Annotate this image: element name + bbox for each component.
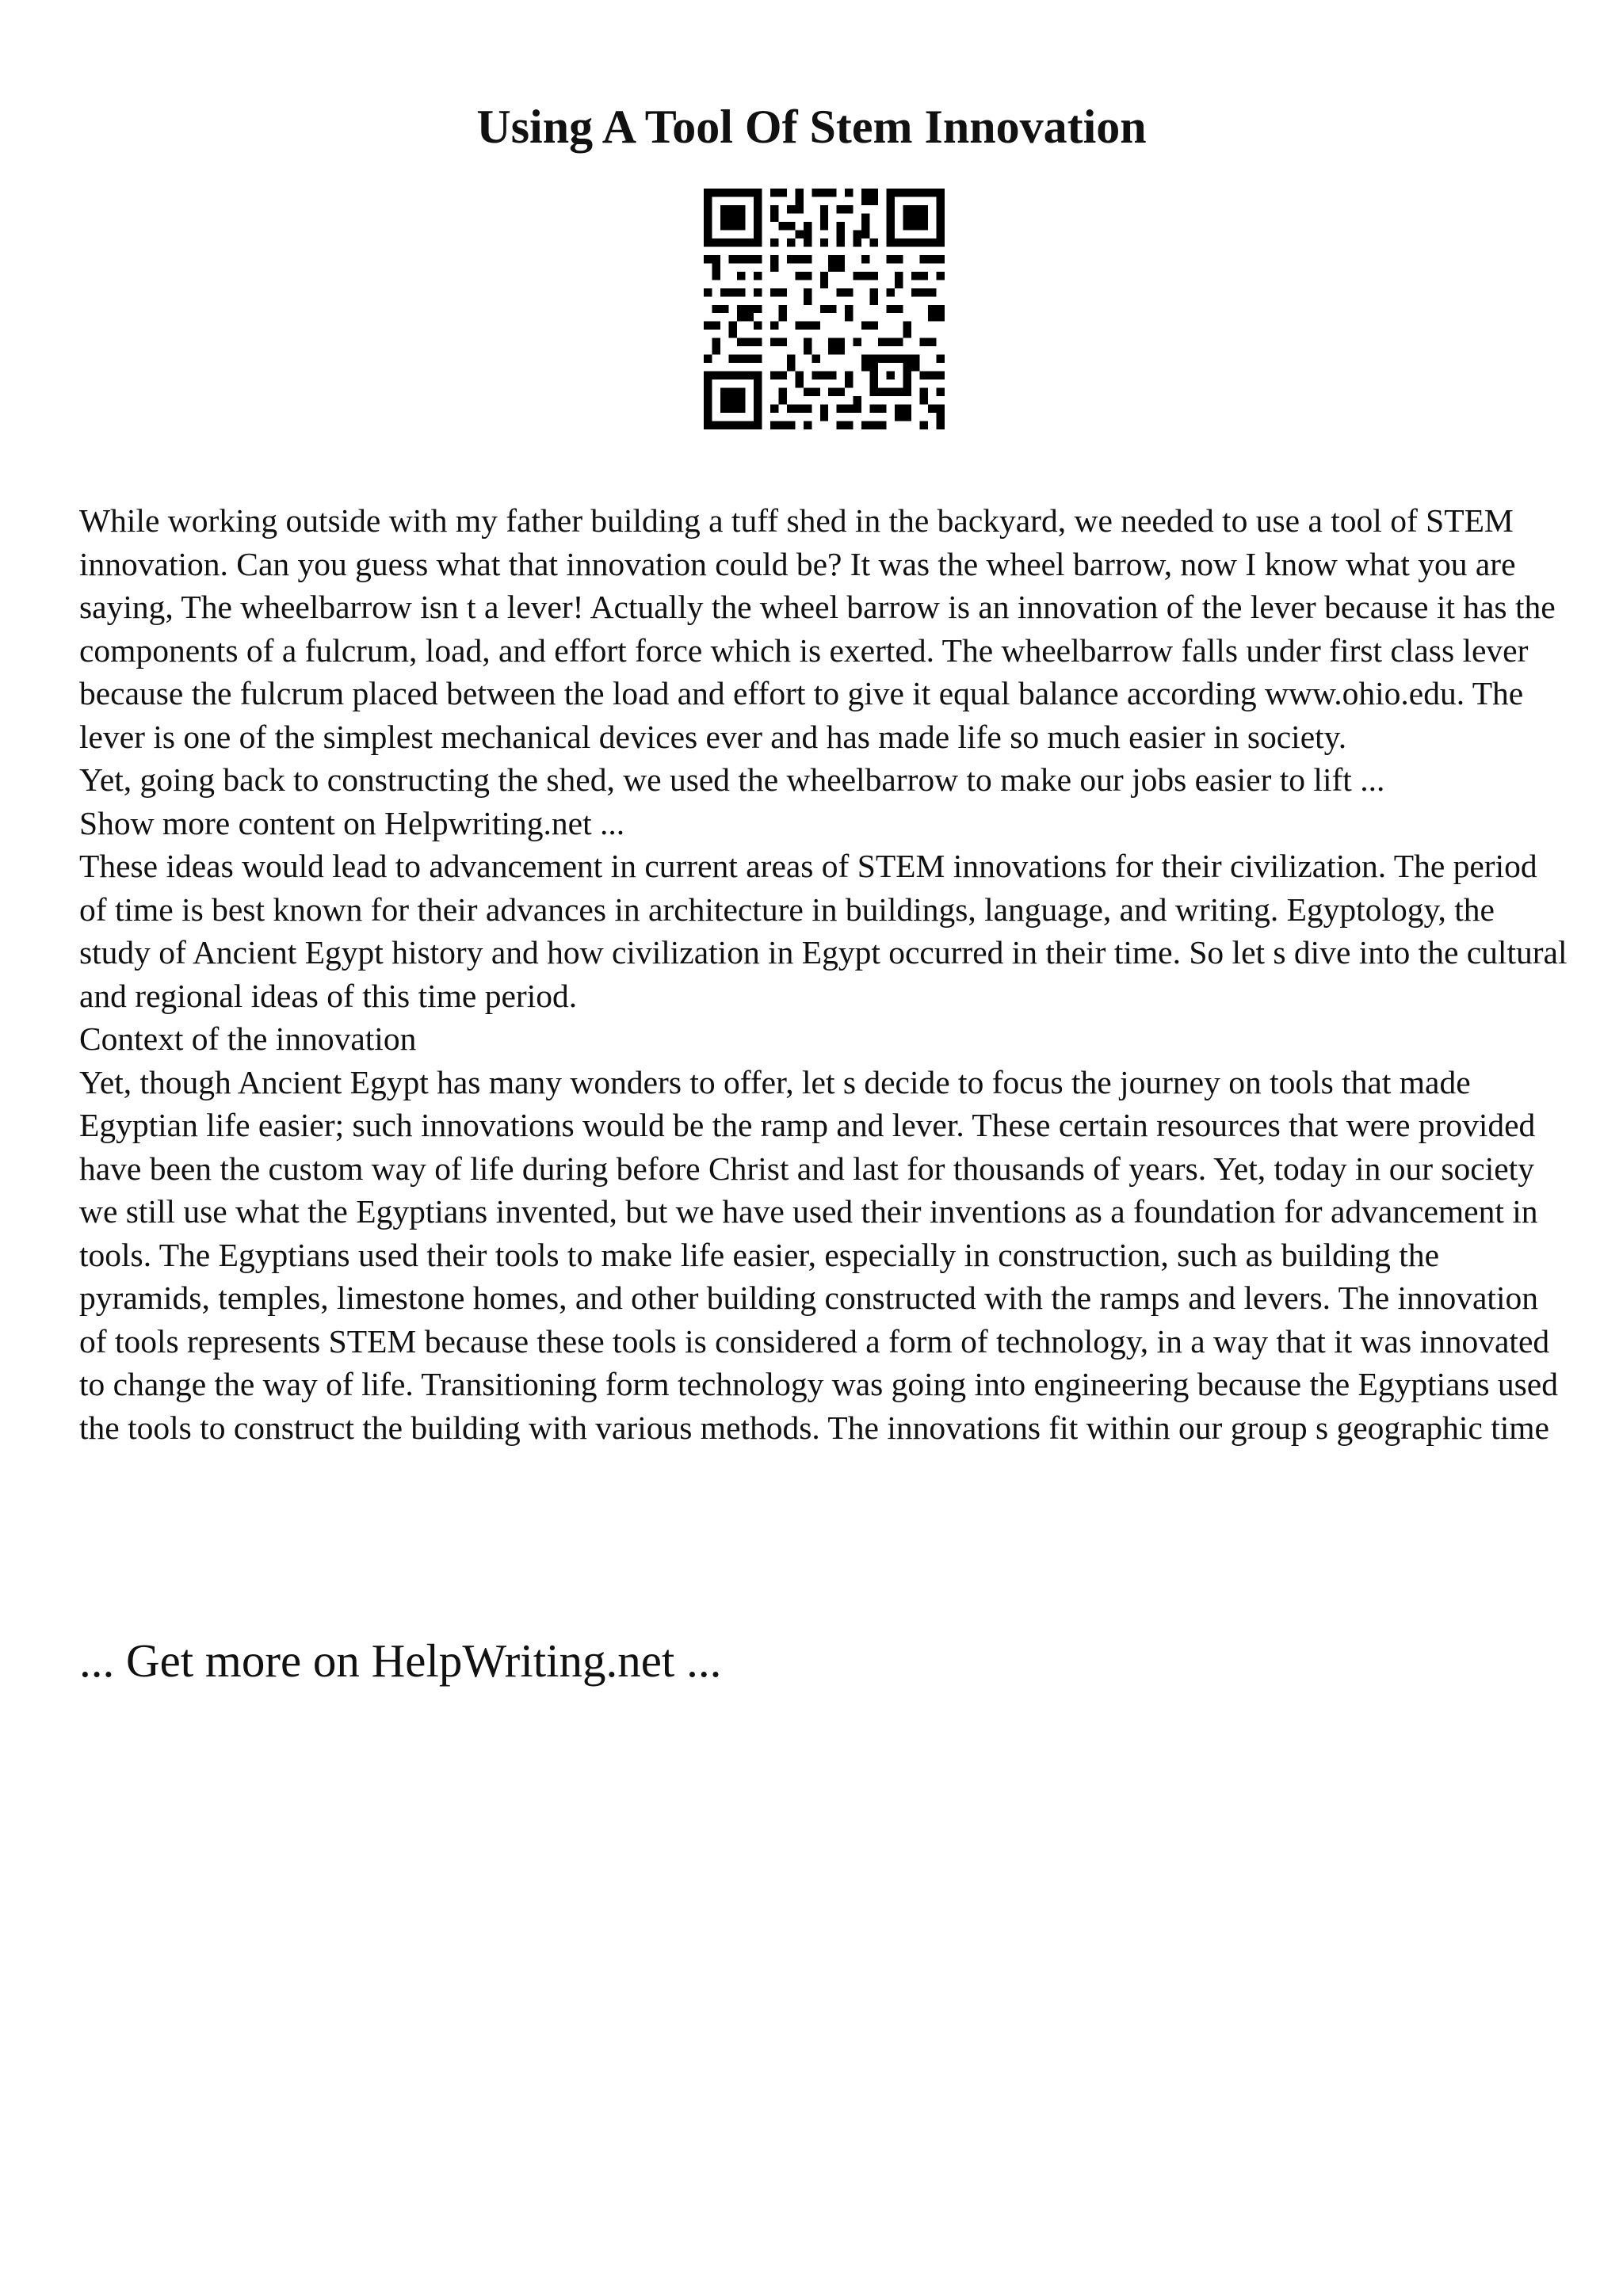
qr-code-icon [704, 189, 945, 429]
paragraph: Yet, though Ancient Egypt has many wonders to offer, let s decide to focus the journey on tools that made Egyptian life easier; such innovations would be the ramp and lever. These certain resources that were provided have been the custom way of life during before Christ and last for thousands of years. Yet, today in our society we still use what the Egyptians invented, but we have used their inventions as a foundation for advancement in tools. The Egyptians used their tools to make life easier, especially in construction, such as building the pyramids, temples, limestone homes, and other building constructed with the ramps and levers. The innovation of tools represents STEM because these tools is considered a form of technology, in a way that it was innovated to change the way of life. Transitioning form technology was going into engineering because the Egyptians used the tools to construct the building with various methods. The innovations fit within our group s geographic time [79, 1063, 1558, 1446]
article-body [79, 499, 1569, 1449]
paragraph: These ideas would lead to advancement in current areas of STEM innovations for their civilization. The period of time is best known for their advances in architecture in buildings, language, and writing. Egyptology, the study of Ancient Egypt history and how civilization in Egypt occurred in their time. So let s dive into the cultural and regional ideas of this time period. [79, 848, 1568, 1014]
page-title: Using A Tool Of Stem Innovation [476, 101, 1147, 153]
section-heading: Context of the innovation [79, 1020, 417, 1057]
paragraph: While working outside with my father building a tuff shed in the backyard, we needed to use a tool of STEM innovation. Can you guess what that innovation could be? It was the wheel barrow, now I know what you are saying, The wheelbarrow isn t a lever! Actually the wheel barrow is an innovation of the lever because it has the components of a fulcrum, load, and effort force which is exerted. The wheelbarrow falls under first class lever because the fulcrum placed between the load and effort to give it equal balance according www.ohio.edu. The lever is one of the simplest mechanical devices ever and has made life so much easier in society. [79, 502, 1556, 755]
show-more-link[interactable]: Show more content on Helpwriting.net ... [79, 804, 625, 841]
get-more-link[interactable]: ... Get more on HelpWriting.net ... [79, 1634, 722, 1687]
paragraph: Yet, going back to constructing the shed, we used the wheelbarrow to make our jobs easier to lift ... [79, 761, 1385, 798]
